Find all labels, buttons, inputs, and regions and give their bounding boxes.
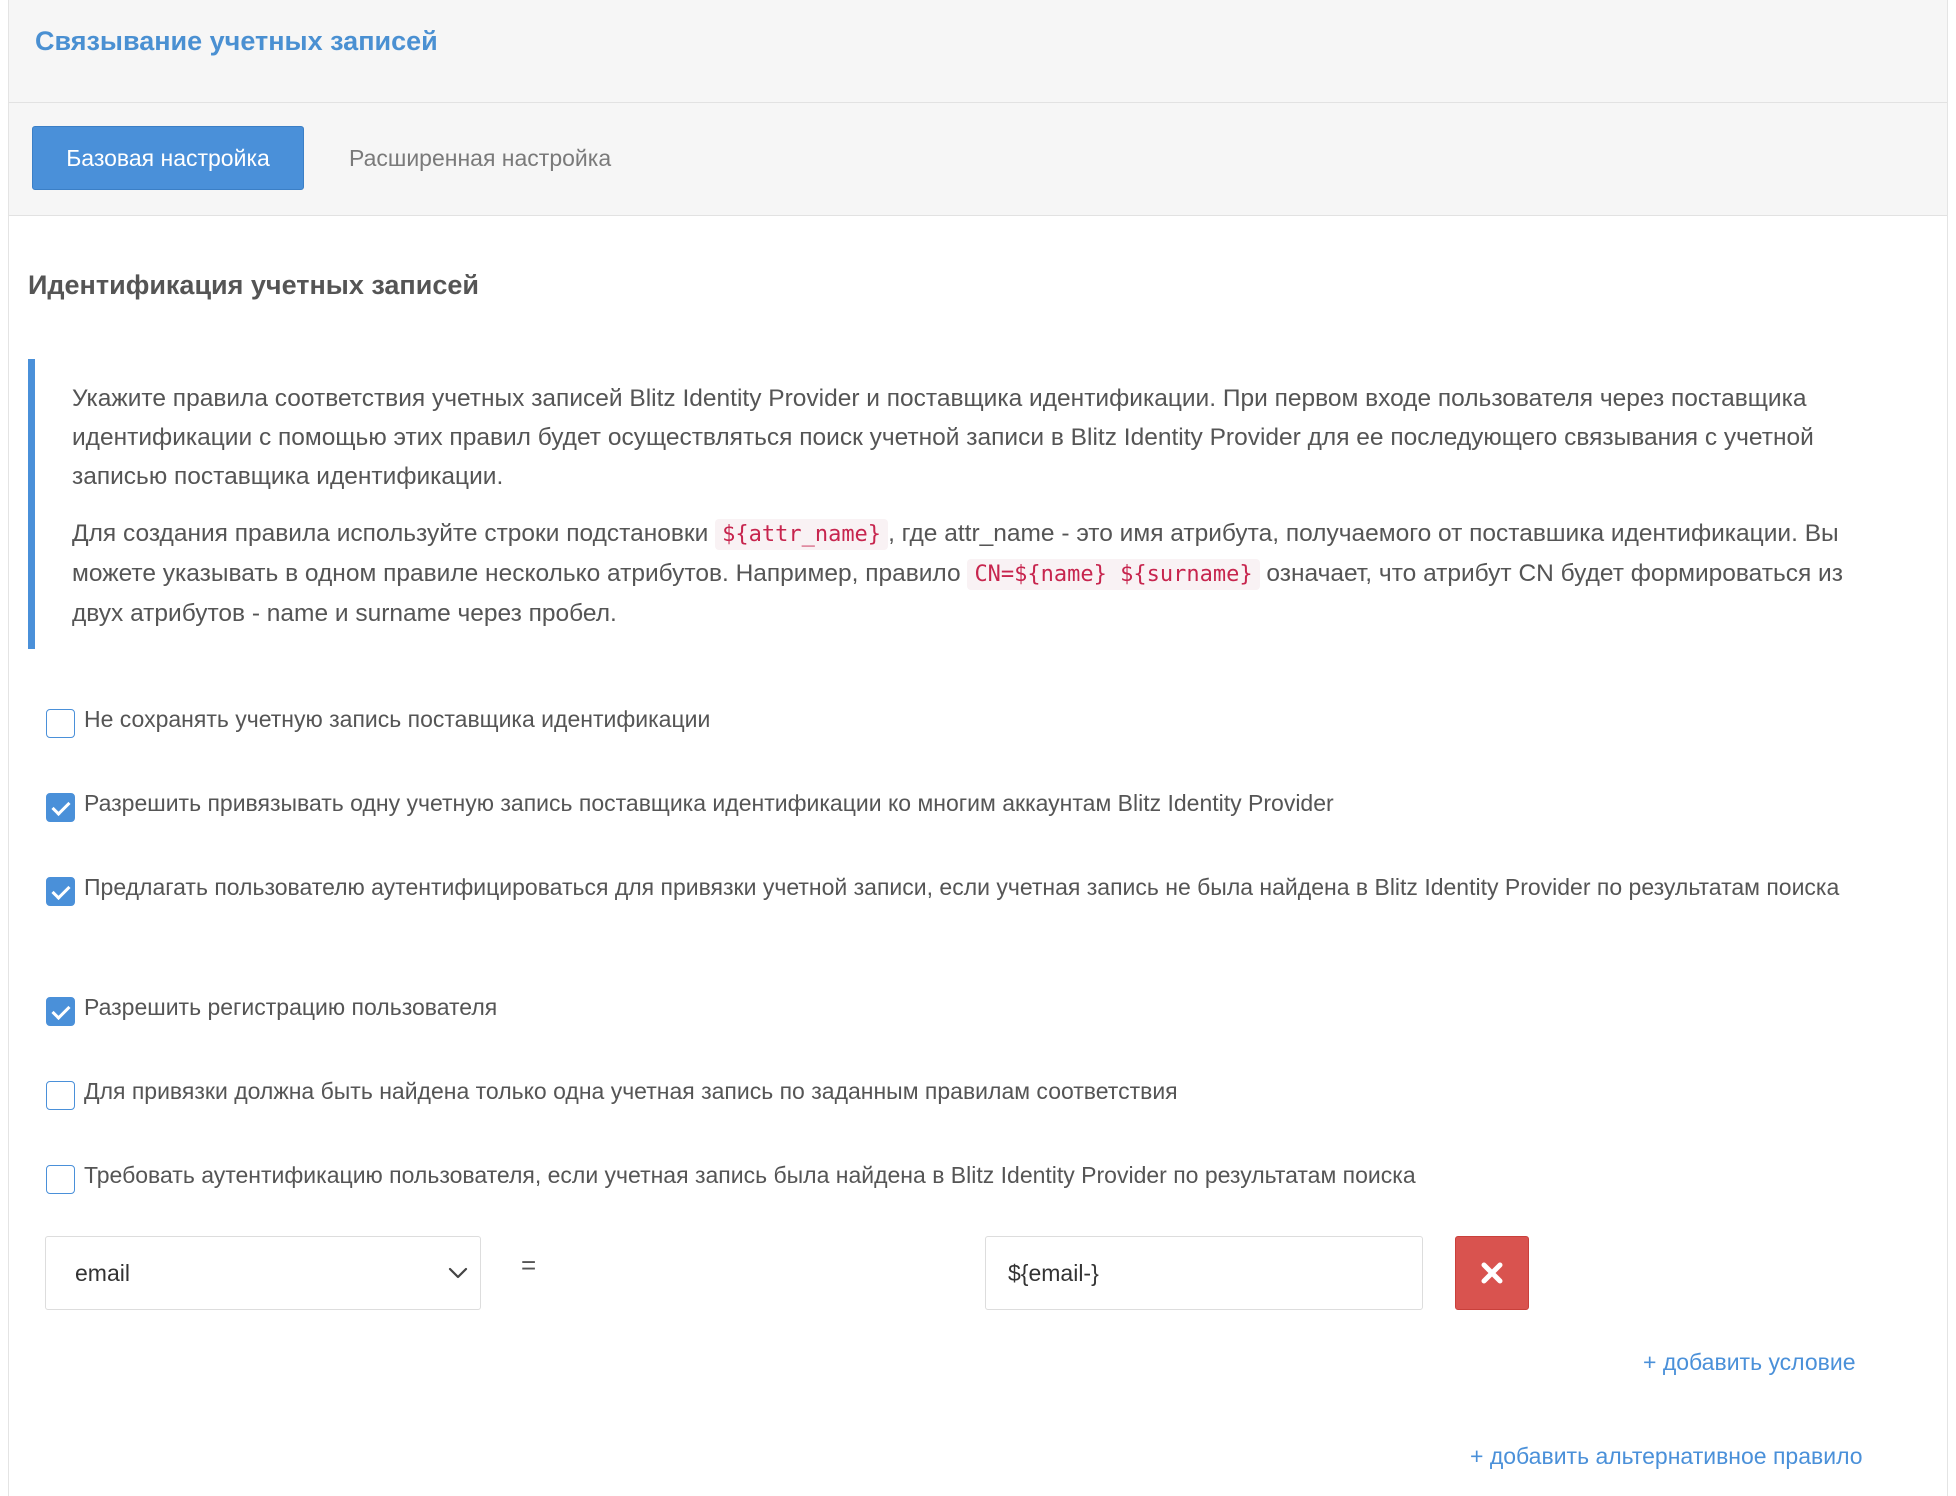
equals-sign: = xyxy=(521,1250,537,1280)
close-icon xyxy=(1480,1261,1504,1285)
option-label: Разрешить регистрацию пользователя xyxy=(84,994,498,1020)
callout-text: означает, что атрибут CN будет формироваться из двух атрибутов - name и surname через пробел. xyxy=(72,560,1843,627)
delete-rule-button[interactable] xyxy=(1455,1236,1529,1310)
checkbox-dont-save-account[interactable] xyxy=(46,709,75,738)
tab-basic-settings[interactable]: Базовая настройка xyxy=(32,126,304,190)
checkbox-offer-authentication[interactable] xyxy=(46,877,75,906)
checkbox-single-match-required[interactable] xyxy=(46,1081,75,1110)
option-offer-authentication xyxy=(46,869,1916,906)
attribute-select-value: email xyxy=(75,1259,130,1286)
rule-value-input[interactable] xyxy=(985,1236,1423,1310)
checkbox-allow-multiple-binding[interactable] xyxy=(46,793,75,822)
option-dont-save-account xyxy=(46,701,1916,738)
callout-paragraph-1: Укажите правила соответствия учетных записей Blitz Identity Provider и поставщика идентификации. При первом входе пользователя через поставщика идентификации с помощью этих правил будет осуществляться поиск учетной записи в Blitz Identity Provider для ее последующего связывания с учетной записью поставщика идентификации. xyxy=(72,385,1814,490)
checkbox-require-authentication[interactable] xyxy=(46,1165,75,1194)
option-label: Не сохранять учетную запись поставщика идентификации xyxy=(84,706,711,732)
option-allow-registration xyxy=(46,989,1916,1026)
page-title: Связывание учетных записей xyxy=(35,26,438,56)
panel-heading xyxy=(9,0,1947,103)
checkbox-allow-registration[interactable] xyxy=(46,997,75,1026)
callout-text: Для создания правила используйте строки подстановки xyxy=(72,520,716,547)
info-callout xyxy=(28,359,1918,649)
option-label: Для привязки должна быть найдена только одна учетная запись по заданным правилам соответствия xyxy=(84,1078,1178,1104)
add-condition-link[interactable]: + добавить условие xyxy=(1643,1349,1856,1375)
tabs-bar xyxy=(9,103,1947,216)
tab-advanced-settings[interactable]: Расширенная настройка xyxy=(349,144,612,171)
attribute-select[interactable] xyxy=(45,1236,481,1310)
callout-text: , где attr_name - это имя атрибута, получаемого от поставшика идентификации. Вы можете указывать в одном правиле несколько атрибутов. Например, правило xyxy=(72,520,1839,587)
chevron-down-icon xyxy=(444,1259,472,1287)
option-allow-multiple-binding xyxy=(46,785,1916,822)
callout-paragraph-2 xyxy=(72,514,1888,633)
option-single-match-required xyxy=(46,1073,1916,1110)
code-attr-name: ${attr_name} xyxy=(715,519,888,550)
option-label: Разрешить привязывать одну учетную запись поставщика идентификации ко многим аккаунтам Blitz Identity Provider xyxy=(84,790,1334,816)
add-alternative-rule-link[interactable]: + добавить альтернативное правило xyxy=(1470,1443,1863,1469)
option-label: Предлагать пользователю аутентифицироваться для привязки учетной записи, если учетная запись не была найдена в Blitz Identity Provider по результатам поиска xyxy=(84,874,1840,900)
section-title: Идентификация учетных записей xyxy=(28,270,479,300)
code-cn-example: CN=${name} ${surname} xyxy=(967,559,1259,590)
option-require-authentication xyxy=(46,1157,1916,1194)
option-label: Требовать аутентификацию пользователя, если учетная запись была найдена в Blitz Identity Provider по результатам поиска xyxy=(84,1162,1416,1188)
